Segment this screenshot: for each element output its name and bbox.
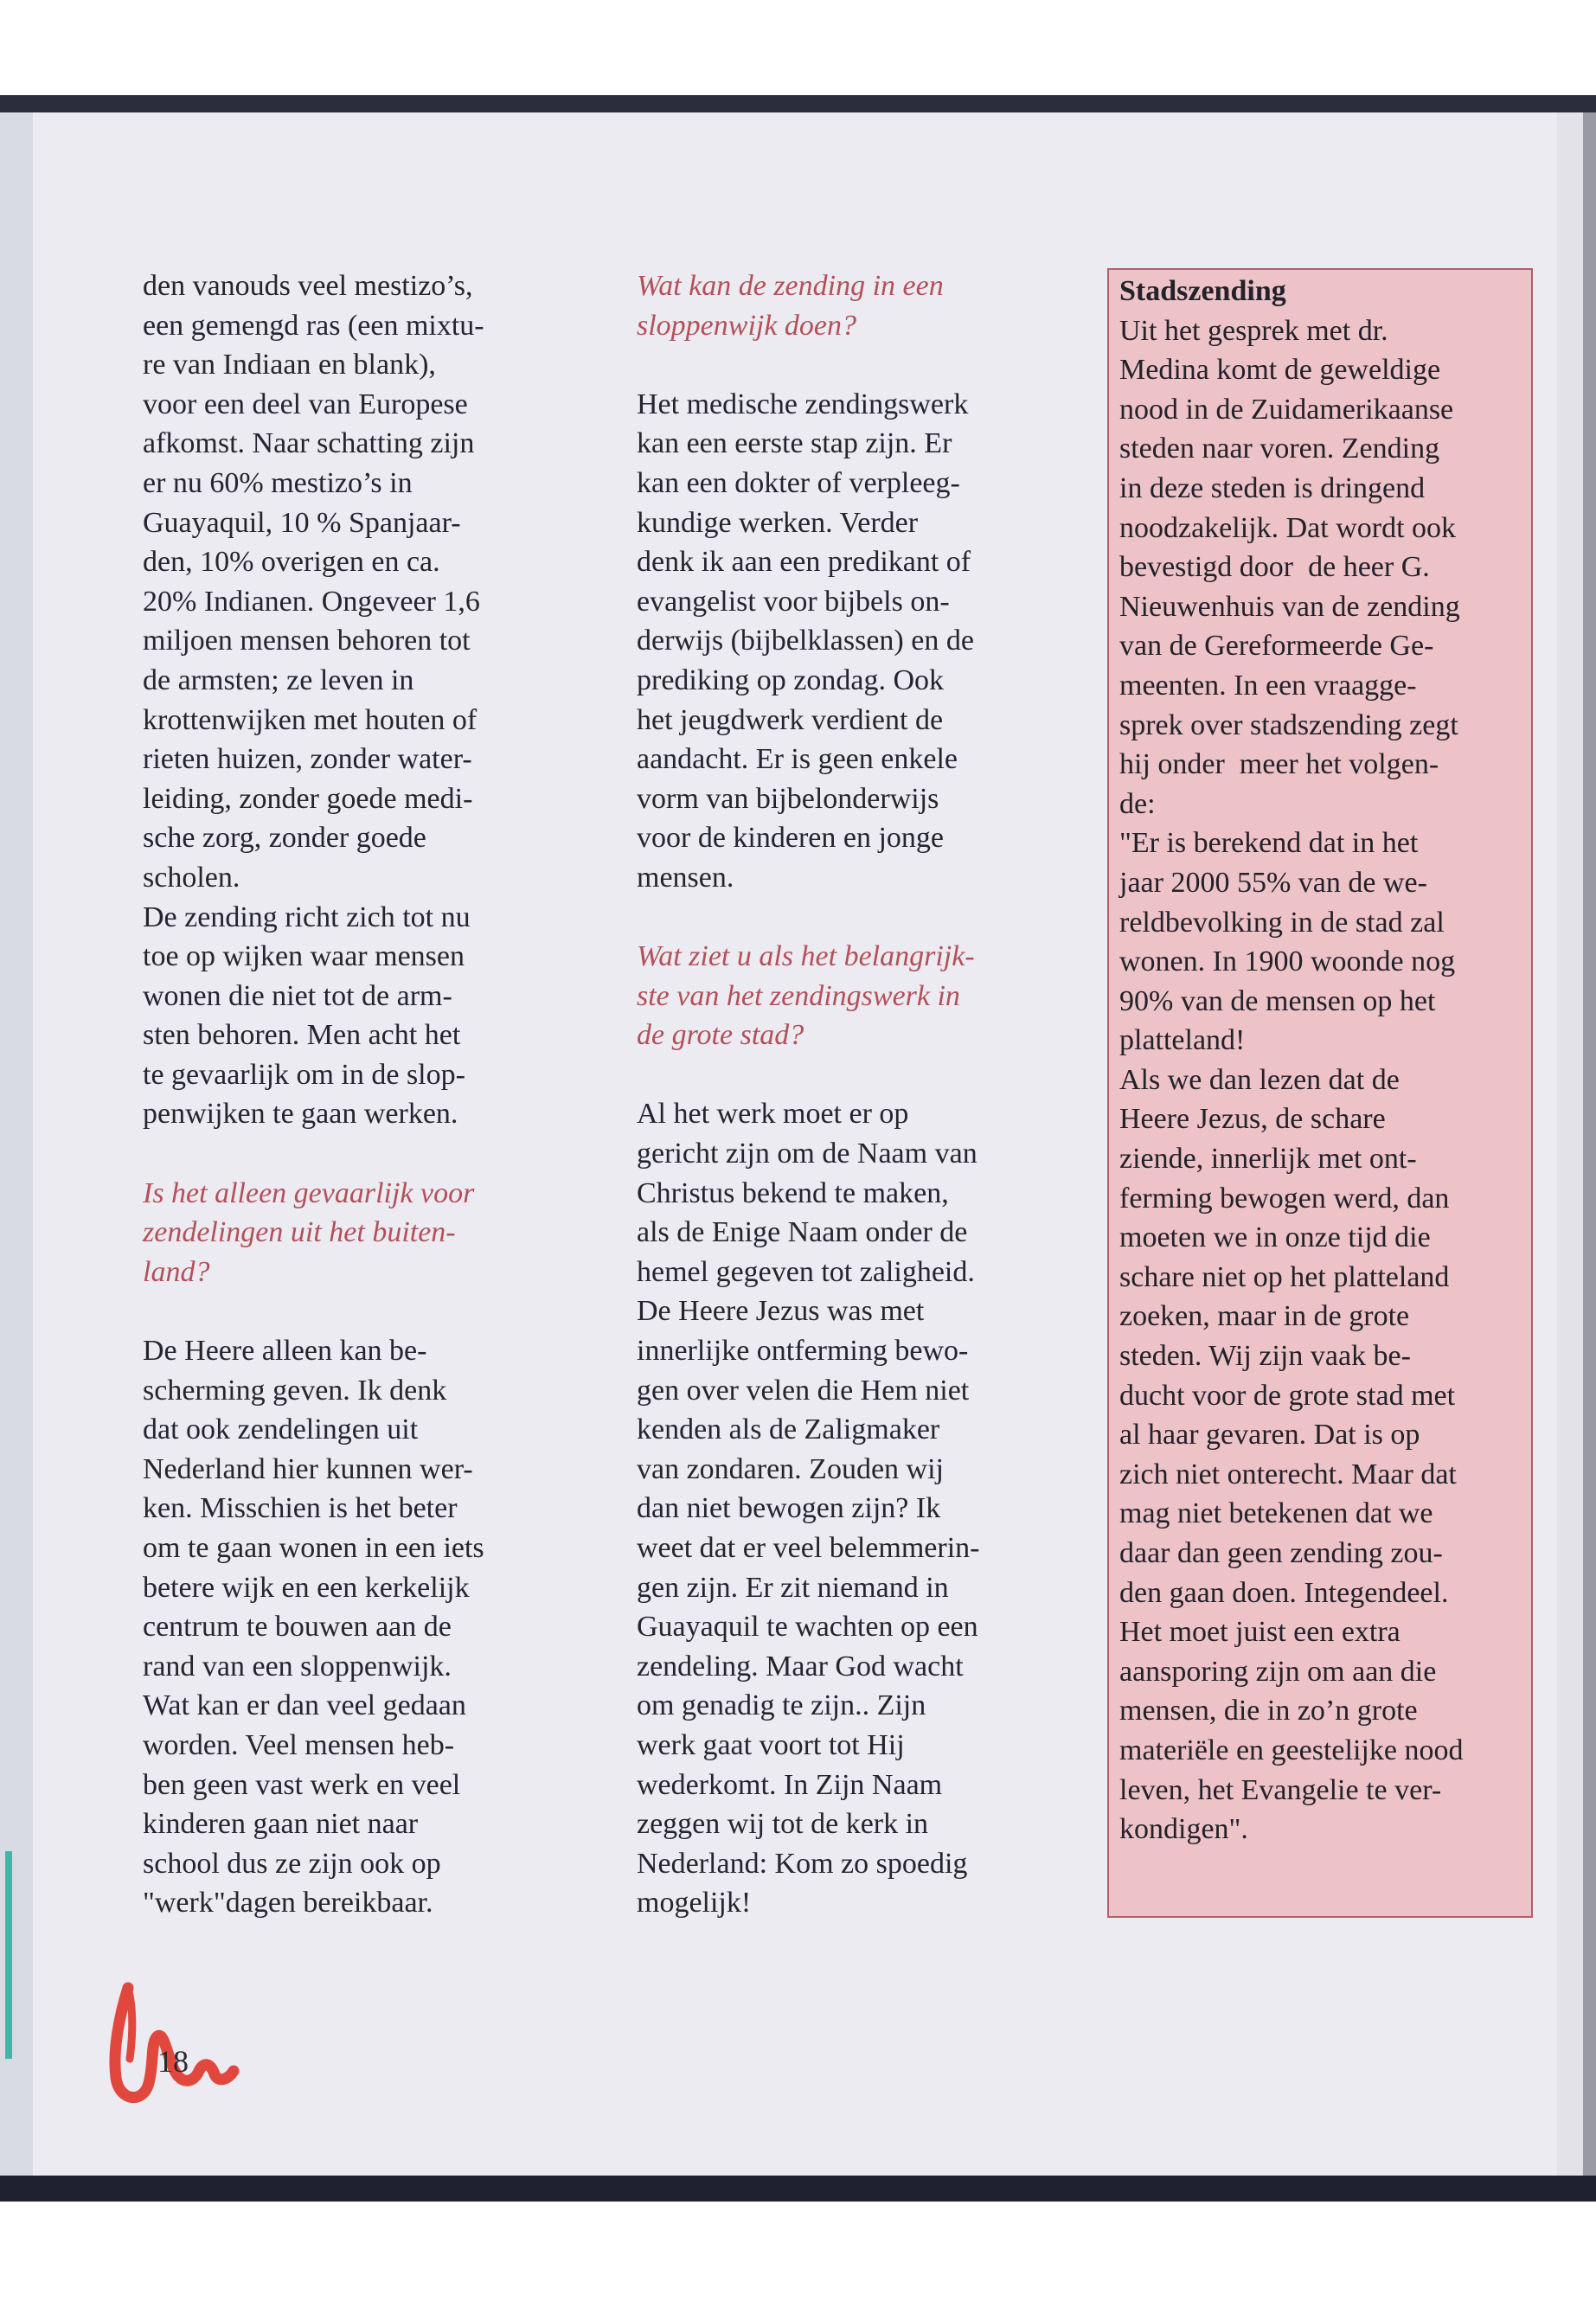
interview-question-line: zendelingen uit het buiten-: [143, 1216, 456, 1249]
text-line: zeggen wij tot de kerk in: [637, 1808, 929, 1841]
text-line: een gemengd ras (een mixtu-: [143, 309, 484, 342]
text-line: ben geen vast werk en veel: [143, 1768, 461, 1801]
text-line: kan een eerste stap zijn. Er: [637, 427, 952, 460]
sidebar-body: [1119, 311, 1521, 1849]
text-line: leiding, zonder goede medi-: [143, 782, 473, 815]
text-line: voor een deel van Europese: [143, 388, 468, 420]
text-line: den vanouds veel mestizo’s,: [143, 270, 473, 302]
text-line: mensen.: [637, 861, 734, 894]
text-line: gericht zijn om de Naam van: [637, 1138, 977, 1170]
sidebar-line: Als we dan lezen dat de: [1119, 1063, 1400, 1096]
sidebar-line: Nieuwenhuis van de zending: [1119, 590, 1460, 623]
interview-question-line: ste van het zendingswerk in: [637, 979, 960, 1012]
text-line: innerlijke ontferming bewo-: [637, 1335, 969, 1368]
text-line: derwijs (bijbelklassen) en de: [637, 625, 974, 657]
sidebar-line: de:: [1119, 787, 1156, 820]
sidebar-line: "Er is berekend dat in het: [1119, 827, 1419, 860]
sidebar-line: zoeken, maar in de grote: [1119, 1300, 1410, 1333]
sidebar-line: mag niet betekenen dat we: [1119, 1497, 1433, 1530]
text-line: dat ook zendelingen uit: [143, 1413, 419, 1446]
sidebar-line: Uit het gesprek met dr.: [1119, 314, 1388, 347]
text-column-2: [637, 266, 979, 1923]
scan-left-tab: [5, 1851, 12, 2059]
text-line: om te gaan wonen in een iets: [143, 1532, 484, 1564]
sidebar-line: Het moet juist een extra: [1119, 1616, 1401, 1649]
text-line: gen zijn. Er zit niemand in: [637, 1571, 949, 1604]
sidebar-line: moeten we in onze tijd die: [1119, 1221, 1431, 1254]
sidebar-line: aansporing zijn om aan die: [1119, 1655, 1437, 1688]
text-line: dan niet bewogen zijn? Ik: [637, 1492, 941, 1525]
text-line: aandacht. Er is geen enkele: [637, 743, 958, 776]
scan-bottom-edge: [0, 2176, 1596, 2202]
text-line: sten behoren. Men acht het: [143, 1019, 461, 1052]
text-line: rand van een sloppenwijk.: [143, 1650, 452, 1682]
text-line: het jeugdwerk verdient de: [637, 703, 944, 736]
text-line: wonen die niet tot de arm-: [143, 979, 452, 1012]
paragraph-gap: [143, 1134, 484, 1174]
text-line: Guayaquil, 10 % Spanjaar-: [143, 506, 461, 539]
sidebar-line: bevestigd door de heer G.: [1119, 551, 1430, 584]
text-line: zendeling. Maar God wacht: [637, 1650, 964, 1682]
sidebar-line: nood in de Zuidamerikaanse: [1119, 393, 1454, 426]
sidebar-line: schare niet op het platteland: [1119, 1260, 1450, 1293]
text-line: om genadig te zijn.. Zijn: [637, 1689, 926, 1722]
sidebar-line: sprek over stadszending zegt: [1119, 708, 1458, 741]
text-line: wederkomt. In Zijn Naam: [637, 1768, 943, 1801]
interview-question-line: Wat ziet u als het belangrijk-: [637, 940, 975, 973]
sidebar-line: in deze steden is dringend: [1119, 471, 1426, 504]
text-line: er nu 60% mestizo’s in: [143, 466, 413, 499]
paragraph-gap: [143, 1292, 484, 1331]
sidebar-line: meenten. In een vraagge-: [1119, 669, 1417, 702]
text-line: denk ik aan een predikant of: [637, 546, 971, 579]
text-line: miljoen mensen behoren tot: [143, 625, 471, 657]
text-line: Het medische zendingswerk: [637, 388, 969, 420]
text-line: re van Indiaan en blank),: [143, 349, 436, 381]
text-line: 20% Indianen. Ongeveer 1,6: [143, 585, 480, 618]
sidebar-line: jaar 2000 55% van de we-: [1119, 866, 1427, 899]
sidebar-line: materiële en geestelijke nood: [1119, 1734, 1464, 1766]
text-line: centrum te bouwen aan de: [143, 1611, 452, 1644]
sidebar-line: ducht voor de grote stad met: [1119, 1379, 1456, 1412]
paragraph-gap: [637, 345, 979, 385]
text-line: afkomst. Naar schatting zijn: [143, 427, 475, 460]
text-line: de armsten; ze leven in: [143, 663, 414, 696]
sidebar-line: platteland!: [1119, 1024, 1246, 1057]
sidebar-line: kondigen".: [1119, 1813, 1248, 1846]
scan-top-edge: [0, 95, 1596, 114]
sidebar-line: reldbevolking in de stad zal: [1119, 906, 1445, 939]
text-line: kenden als de Zaligmaker: [637, 1413, 940, 1446]
sidebar-line: van de Gereformeerde Ge-: [1119, 630, 1434, 663]
scan-right-shadow: [1583, 112, 1596, 2176]
text-line: kundige werken. Verder: [637, 506, 919, 539]
text-line: Nederland hier kunnen wer-: [143, 1452, 473, 1485]
sidebar-line: zich niet onterecht. Maar dat: [1119, 1458, 1457, 1490]
sidebar-line: wonen. In 1900 woonde nog: [1119, 945, 1456, 978]
sidebar-line: leven, het Evangelie te ver-: [1119, 1773, 1442, 1806]
interview-question-line: Wat kan de zending in een: [637, 270, 944, 302]
text-line: school dus ze zijn ook op: [143, 1847, 441, 1880]
text-line: Nederland: Kom zo spoedig: [637, 1847, 968, 1880]
text-line: toe op wijken waar mensen: [143, 940, 465, 973]
text-line: krottenwijken met houten of: [143, 703, 478, 736]
sidebar-line: den gaan doen. Integendeel.: [1119, 1576, 1449, 1609]
text-line: als de Enige Naam onder de: [637, 1216, 968, 1249]
sidebar-line: daar dan geen zending zou-: [1119, 1537, 1443, 1569]
page-number: 18: [157, 2044, 189, 2079]
sidebar-line: mensen, die in zo’n grote: [1119, 1695, 1418, 1727]
text-line: penwijken te gaan werken.: [143, 1098, 458, 1131]
sidebar-line: hij onder meer het volgen-: [1119, 748, 1439, 781]
sidebar-line: ferming bewogen werd, dan: [1119, 1182, 1450, 1215]
sidebar-line: ziende, innerlijk met ont-: [1119, 1143, 1417, 1176]
text-line: weet dat er veel belemmerin-: [637, 1532, 980, 1564]
text-line: van zondaren. Zouden wij: [637, 1452, 944, 1485]
sidebar-line: Heere Jezus, de schare: [1119, 1103, 1386, 1136]
text-line: kan een dokter of verpleeg-: [637, 466, 960, 499]
text-line: den, 10% overigen en ca.: [143, 546, 440, 579]
paragraph-gap: [637, 1055, 979, 1095]
text-line: Guayaquil te wachten op een: [637, 1611, 978, 1644]
text-line: betere wijk en een kerkelijk: [143, 1571, 470, 1604]
text-line: sche zorg, zonder goede: [143, 822, 426, 855]
sidebar-box: [1107, 268, 1533, 1918]
text-line: gen over velen die Hem niet: [637, 1374, 970, 1407]
interview-question-line: Is het alleen gevaarlijk voor: [143, 1176, 475, 1209]
sidebar-line: Medina komt de geweldige: [1119, 354, 1441, 387]
text-line: De Heere alleen kan be-: [143, 1335, 427, 1368]
text-line: worden. Veel mensen heb-: [143, 1728, 455, 1761]
sidebar-line: 90% van de mensen op het: [1119, 984, 1436, 1017]
text-line: rieten huizen, zonder water-: [143, 743, 472, 776]
text-line: scholen.: [143, 861, 240, 894]
text-line: "werk"dagen bereikbaar.: [143, 1887, 433, 1920]
text-line: Wat kan er dan veel gedaan: [143, 1689, 466, 1722]
text-line: De Heere Jezus was met: [637, 1295, 925, 1328]
text-line: vorm van bijbelonderwijs: [637, 782, 939, 815]
text-line: ken. Misschien is het beter: [143, 1492, 458, 1525]
interview-question-line: de grote stad?: [637, 1019, 804, 1052]
text-line: kinderen gaan niet naar: [143, 1808, 419, 1841]
text-line: scherming geven. Ik denk: [143, 1374, 447, 1407]
text-line: Christus bekend te maken,: [637, 1176, 949, 1209]
interview-question-line: land?: [143, 1255, 210, 1288]
text-line: te gevaarlijk om in de slop-: [143, 1058, 465, 1091]
sidebar-line: steden. Wij zijn vaak be-: [1119, 1340, 1411, 1373]
sidebar-line: al haar gevaren. Dat is op: [1119, 1419, 1420, 1452]
text-line: mogelijk!: [637, 1887, 752, 1920]
text-line: evangelist voor bijbels on-: [637, 585, 950, 618]
text-line: voor de kinderen en jonge: [637, 822, 944, 855]
sidebar-line: steden naar voren. Zending: [1119, 433, 1440, 465]
text-line: prediking op zondag. Ook: [637, 663, 945, 696]
sidebar-title: Stadszending: [1119, 275, 1286, 307]
interview-question-line: sloppenwijk doen?: [637, 309, 857, 342]
sidebar-line: noodzakelijk. Dat wordt ook: [1119, 511, 1457, 544]
text-line: Al het werk moet er op: [637, 1098, 909, 1131]
text-line: De zending richt zich tot nu: [143, 901, 471, 933]
text-column-1: [143, 266, 484, 1923]
text-line: hemel gegeven tot zaligheid.: [637, 1255, 975, 1288]
paragraph-gap: [637, 898, 979, 938]
text-line: werk gaat voort tot Hij: [637, 1728, 905, 1761]
